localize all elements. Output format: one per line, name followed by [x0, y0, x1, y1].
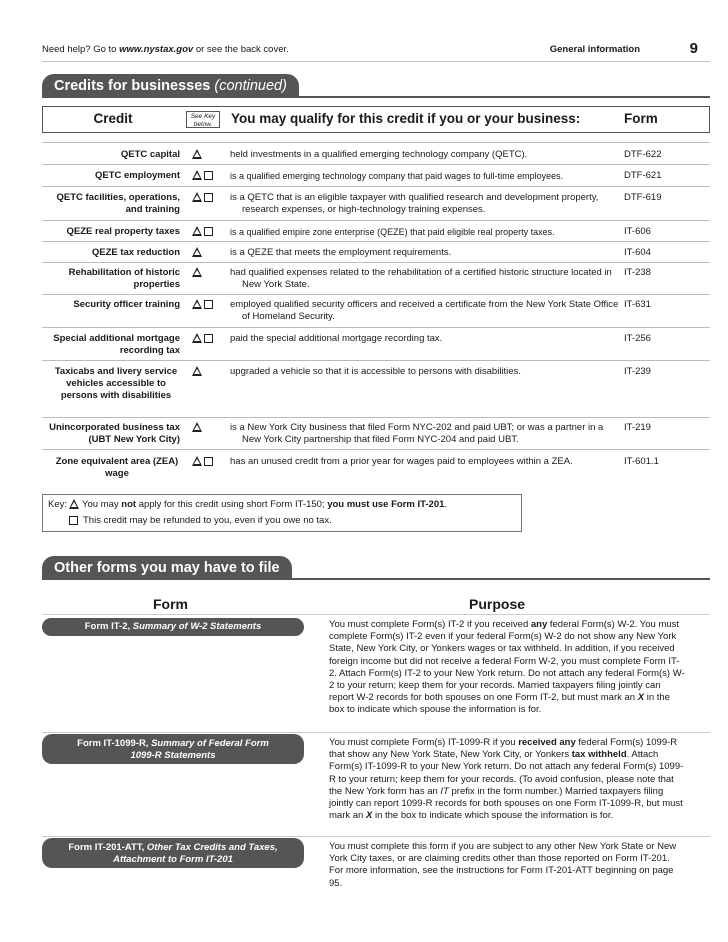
form-number: IT-601.1	[624, 456, 659, 467]
credit-description: is a qualified empire zone enterprise (QEZE) that paid eligible real property taxes.	[230, 227, 555, 237]
form-label-it-2: Form IT-2, Summary of W-2 Statements	[42, 618, 304, 636]
divider	[42, 836, 710, 837]
credit-name: Taxicabs and livery service vehicles accessible to persons with disabilities	[54, 366, 178, 401]
credit-name: QETC facilities, operations, and training	[56, 192, 180, 215]
square-icon	[204, 334, 213, 343]
credit-description: is a QEZE that meets the employment requirements.	[230, 247, 452, 258]
form-number: IT-631	[624, 299, 651, 310]
help-text: Need help? Go to www.nystax.gov or see the back cover.	[42, 44, 289, 55]
col-form: Form	[624, 111, 658, 126]
credit-description: is a New York City business that filed Form NYC-202 and paid UBT; or was a partner in a New York City partnership that filed Form NYC-204 and paid UBT.	[230, 422, 604, 445]
triangle-icon	[192, 247, 202, 257]
credit-name: Rehabilitation of historic properties	[68, 267, 180, 290]
credit-description: held investments in a qualified emerging technology company (QETC).	[230, 149, 528, 160]
key-icons	[192, 333, 224, 345]
triangle-icon	[192, 226, 202, 236]
key-icons	[192, 149, 224, 161]
form-number: IT-239	[624, 366, 651, 377]
table-row	[42, 327, 710, 360]
credit-description: upgraded a vehicle so that it is accessible to persons with disabilities.	[230, 366, 521, 377]
credit-name: QEZE tax reduction	[91, 247, 180, 258]
triangle-icon	[69, 499, 79, 509]
square-icon	[204, 457, 213, 466]
form-number: DTF-622	[624, 149, 662, 160]
table-row	[42, 360, 710, 417]
credit-description: has an unused credit from a prior year for wages paid to employees within a ZEA.	[230, 456, 573, 467]
table-row	[42, 449, 710, 483]
section-name: General information	[549, 44, 640, 55]
square-icon	[204, 300, 213, 309]
form-number: IT-604	[624, 247, 651, 258]
credit-name: QETC capital	[120, 149, 180, 160]
credit-name: QEZE real property taxes	[66, 226, 180, 237]
key-line-square: This credit may be refunded to you, even if you owe no tax.	[69, 514, 332, 528]
key-icons	[192, 267, 224, 279]
key-icons	[192, 366, 224, 378]
page-header	[42, 38, 710, 62]
credits-section-title: Credits for businesses (continued)	[42, 74, 299, 98]
divider	[42, 732, 710, 733]
help-link[interactable]: www.nystax.gov	[119, 44, 194, 55]
col-form-heading: Form	[153, 596, 188, 612]
credits-section-rule	[42, 96, 710, 98]
key-icons	[192, 456, 224, 468]
triangle-icon	[192, 267, 202, 277]
form-label-it-1099-r: Form IT-1099-R, Summary of Federal Form 1099-R Statements	[42, 734, 304, 764]
form-number: DTF-619	[624, 192, 662, 203]
col-credit: Credit	[93, 111, 133, 126]
credit-name: Unincorporated business tax (UBT New York City)	[49, 422, 180, 445]
credit-description: is a qualified emerging technology company that paid wages to full-time employees.	[230, 171, 564, 181]
square-icon	[69, 516, 78, 525]
col-purpose-heading: Purpose	[469, 596, 526, 612]
table-row	[42, 417, 710, 449]
col-qualify: You may qualify for this credit if you or your business:	[231, 111, 581, 126]
triangle-icon	[192, 422, 202, 432]
table-row	[42, 186, 710, 220]
square-icon	[204, 171, 213, 180]
table-row	[42, 294, 710, 327]
credit-description: is a QETC that is an eligible taxpayer with qualified research and development property, research expenses, or high-technology training expenses.	[230, 192, 599, 215]
purpose-it-1099-r: You must complete Form(s) IT-1099-R if you received any federal Form(s) 1099-R that show any New York State, New York City, or Yonkers tax withheld. Attach Form(s) IT-1099-R to your New York return. Do not attach any federal Form(s) 1099-R to your return; keep them for your records. (To avoid confusion, please note that the New York form has an IT prefix in the form number.) Married taxpayers filing jointly can report 1099-R records for both spouses on one Form IT-1099-R, but must mark an X in the box to indicate which spouse the information is for.	[329, 737, 684, 822]
key-icons	[192, 299, 224, 311]
form-number: DTF-621	[624, 170, 662, 181]
table-row	[42, 142, 710, 164]
table-row	[42, 220, 710, 241]
key-icons	[192, 226, 224, 238]
purpose-it-2: You must complete Form(s) IT-2 if you received any federal Form(s) W-2. You must complete Form(s) IT-2 even if your federal Form(s) W-2 do not show any New York State, New York City, or Yonkers wages or tax withheld. In addition, if you received foreign income but did not receive a federal Form W-2, you must complete Form IT-2. Attach Form(s) IT-2 to your New York return. Do not attach any federal Form(s) W-2 to your return; keep them for your records. Married taxpayers filing jointly can report W-2 records for both spouses on one Form IT-2, but must mark an X in the box to indicate which spouse the information is for.	[329, 619, 685, 716]
credit-name: Special additional mortgage recording tax	[53, 333, 180, 356]
triangle-icon	[192, 299, 202, 309]
credit-description: employed qualified security officers and received a certificate from the New York State Office of Homeland Security.	[230, 299, 619, 322]
credit-description: had qualified expenses related to the rehabilitation of a certified historic structure located in New York State.	[230, 267, 612, 290]
key-legend	[42, 494, 522, 532]
triangle-icon	[192, 192, 202, 202]
form-number: IT-238	[624, 267, 651, 278]
square-icon	[204, 193, 213, 202]
form-number: IT-606	[624, 226, 651, 237]
triangle-icon	[192, 149, 202, 159]
other-forms-section-rule	[42, 578, 710, 580]
credit-description: paid the special additional mortgage recording tax.	[230, 333, 443, 344]
square-icon	[204, 227, 213, 236]
divider	[42, 614, 710, 615]
triangle-icon	[192, 366, 202, 376]
form-label-it-201-att: Form IT-201-ATT, Other Tax Credits and Taxes, Attachment to Form IT-201	[42, 838, 304, 868]
col-key: See Key below.	[186, 111, 220, 128]
triangle-icon	[192, 456, 202, 466]
credit-name: Zone equivalent area (ZEA) wage	[55, 456, 179, 479]
form-number: IT-256	[624, 333, 651, 344]
table-row	[42, 262, 710, 294]
key-line-triangle: Key: You may not apply for this credit using short Form IT-150; you must use Form IT-201.	[48, 499, 448, 510]
page-number: 9	[689, 40, 698, 57]
key-icons	[192, 247, 224, 259]
credit-name: QETC employment	[95, 170, 180, 181]
table-row	[42, 164, 710, 186]
key-icons	[192, 422, 224, 434]
key-icons	[192, 170, 224, 182]
credits-table-header	[42, 106, 710, 133]
key-icons	[192, 192, 224, 204]
other-forms-section-title: Other forms you may have to file	[42, 556, 292, 580]
table-row	[42, 241, 710, 262]
form-number: IT-219	[624, 422, 651, 433]
triangle-icon	[192, 333, 202, 343]
purpose-it-201-att: You must complete this form if you are subject to any other New York State or New York City taxes, or are claiming credits other than those reported on Form IT-201. For more information, see the instructions for Form IT-201-ATT beginning on page 95.	[329, 841, 677, 889]
triangle-icon	[192, 170, 202, 180]
credit-name: Security officer training	[73, 299, 180, 310]
